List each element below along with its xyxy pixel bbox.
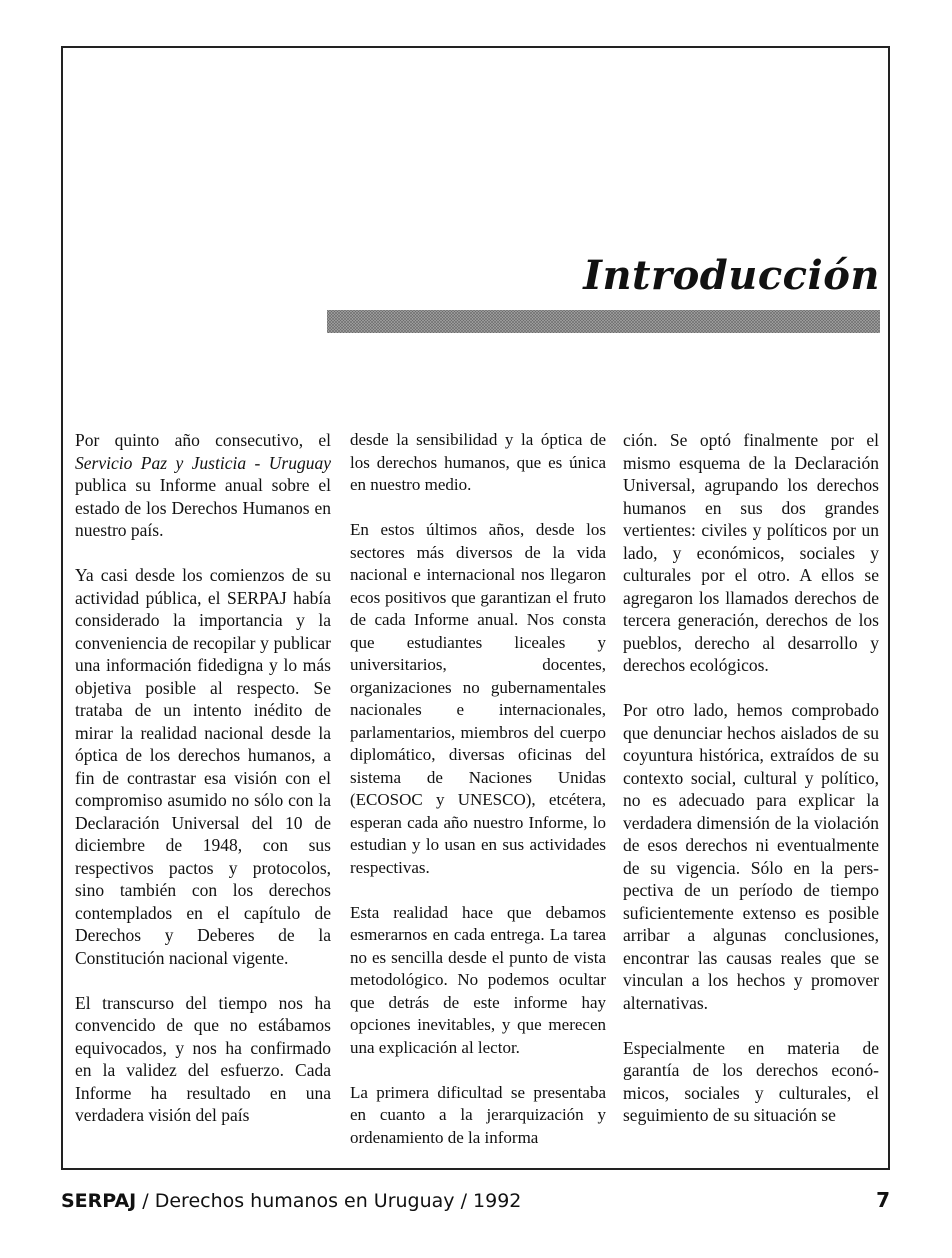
footer-publication: / Derechos humanos en Uruguay / 1992 bbox=[136, 1190, 522, 1212]
paragraph: Ya casi desde los comienzos de su actividad pública, el SERPAJ había considerado la importancia y la conveniencia de recopilar y publicar una información fidedigna y lo más objetiva posible al respecto. Se trataba de un intento inédito de mirar la realidad nacional desde la óptica de los derechos humanos, a fin de contrastar esa visión con el compromiso asumido no sólo con la Declaración Universal del 10 de diciembre de 1948, con sus respectivos pactos y protocolos, sino también con los derechos contemplados en el capítulo de Derechos y Deberes de la Constitución nacional vigente. bbox=[75, 565, 331, 968]
text-column-left bbox=[75, 429, 331, 1164]
text-column-right bbox=[623, 429, 879, 1164]
paragraph: Por quinto año consecutivo, el Servicio Paz y Justicia - Uruguay publica su Informe anual sobre el estado de los Derechos Humanos en nuestro país. bbox=[75, 430, 331, 540]
paragraph: Por otro lado, hemos comprobado que denunciar hechos aislados de su coyuntura histórica, extraídos de su contexto social, cultural y político, no es adecuado para explicar la verdadera dimensión de la violación de esos derechos ni eventualmente de su vigencia. Sólo en la perspectiva de un período de tiempo suficientemente extenso es posible arribar a algunas conclusiones, encontrar las causas reales que se vinculan a los hechos y promover alternativas. bbox=[623, 700, 879, 1013]
page-footer bbox=[61, 1188, 890, 1216]
paragraph: ción. Se optó finalmente por el mismo esquema de la Declaración Universal, agrupando los derechos humanos en sus dos grandes vertientes: civiles y políticos por un lado, y económicos, sociales y culturales por el otro. A ellos se agregaron los llamados derechos de tercera generación, derechos de los pueblos, derecho al desarrollo y derechos ecológicos. bbox=[623, 430, 879, 675]
paragraph: Especialmente en materia de garantía de los derechos económicos, sociales y culturales, el seguimiento de su situación se bbox=[623, 1037, 879, 1125]
title-underline-bar bbox=[327, 310, 880, 333]
page-number: 7 bbox=[876, 1188, 890, 1212]
paragraph: La primera dificultad se presentaba en cuanto a la jerarquización y ordenamiento de la informa bbox=[350, 1082, 606, 1147]
paragraph: Esta realidad hace que debamos esmerarnos en cada entrega. La tarea no es sencilla desde el punto de vista metodológico. No podemos ocultar que detrás de este informe hay opciones inevitables, y que merecen una explicación al lector. bbox=[350, 902, 606, 1057]
paragraph: En estos últimos años, desde los sectores más diversos de la vida nacional e internacional nos llegaron ecos positivos que garantizan el fruto de cada Informe anual. Nos consta que estudiantes liceales y universitarios, docentes, organizaciones no gubernamentales nacionales e internacionales, parlamentarios, miembros del cuerpo diplomático, diversas oficinas del sistema de Naciones Unidas (ECOSOC y UNESCO), etcétera, esperan cada año nuestro Informe, lo estudian y lo usan en sus actividades respectivas. bbox=[350, 520, 606, 877]
footer-org: SERPAJ bbox=[61, 1190, 137, 1212]
paragraph: desde la sensibilidad y la óptica de los derechos humanos, que es única en nuestro medio. bbox=[350, 430, 606, 494]
page-title: Introducción bbox=[583, 252, 880, 299]
paragraph: El transcurso del tiempo nos ha convencido de que no estábamos equivocados, y nos ha confirmado en la validez del esfuerzo. Cada Informe ha resultado en una verdadera visión del país bbox=[75, 992, 331, 1125]
running-footer bbox=[61, 1190, 521, 1212]
text-column-middle bbox=[350, 429, 606, 1164]
italic-text: Servicio Paz y Justicia - Uruguay bbox=[75, 452, 331, 473]
